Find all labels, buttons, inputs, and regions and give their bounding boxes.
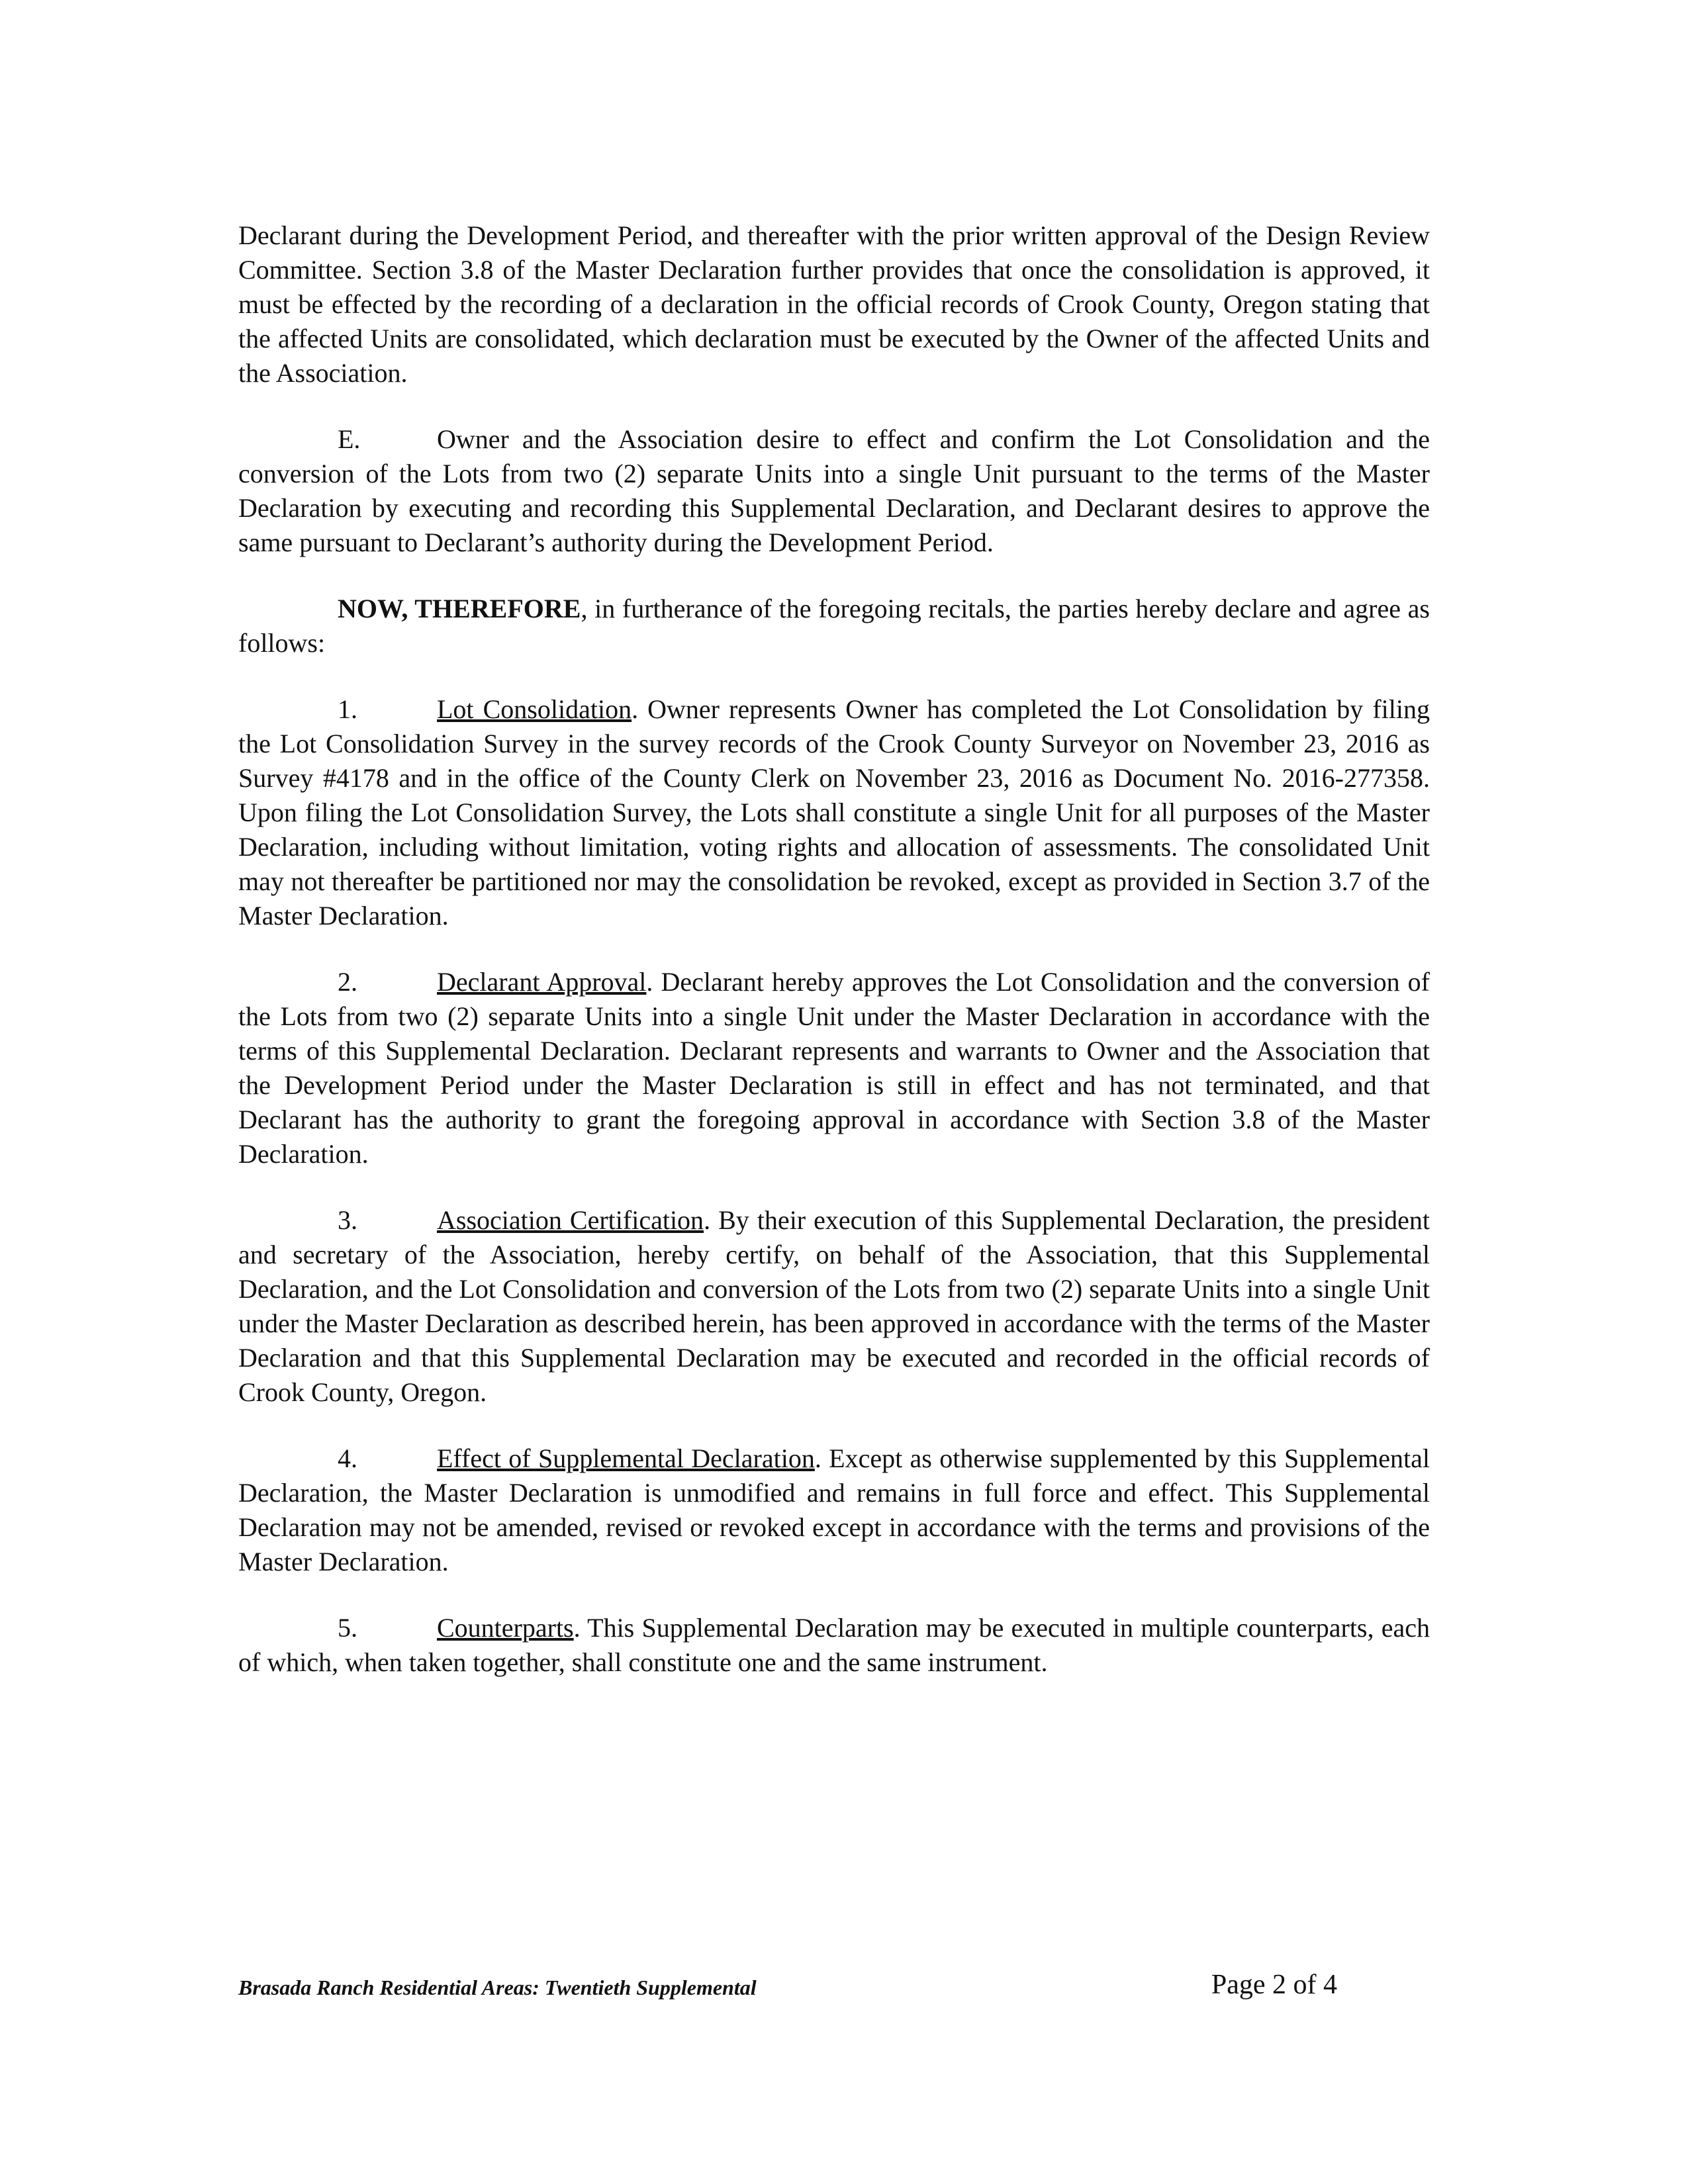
section-text: . Owner represents Owner has completed the Lot Consolidation by filing the Lot Consolidation Survey in the survey records of the Crook County Surveyor on November 23, 2016 as Survey #4178 and in the office of the County Clerk on November 23, 2016 as Document No. 2016-277358. Upon filing the Lot Consolidation Survey, the Lots shall constitute a single Unit for all purposes of the Master Declaration, including without limitation, voting rights and allocation of assessments. The consolidated Unit may not thereafter be partitioned nor may the consolidation be revoked, except as provided in Section 3.7 of the Master Declaration. [238, 694, 1430, 931]
section-heading: Association Certification [437, 1205, 704, 1235]
page-footer [238, 1969, 1337, 2009]
section-number: 3. [338, 1205, 357, 1235]
section-5 [238, 1611, 1430, 1680]
section-number: 1. [338, 694, 357, 724]
section-text: . Except as otherwise supplemented by this Supplemental Declaration, the Master Declaration is unmodified and remains in full force and effect. This Supplemental Declaration may not be amended, revised or revoked except in accordance with the terms and provisions of the Master Declaration. [238, 1443, 1430, 1576]
section-3 [238, 1203, 1430, 1410]
now-therefore-lead: NOW, THEREFORE [338, 594, 581, 623]
section-1 [238, 692, 1430, 933]
recital-text: Owner and the Association desire to effect and confirm the Lot Consolidation and the conversion of the Lots from two (2) separate Units into a single Unit pursuant to the terms of the Master Declaration by executing and recording this Supplemental Declaration, and Declarant desires to approve the same pursuant to Declarant’s authority during the Development Period. [238, 424, 1430, 557]
section-number: 5. [338, 1613, 357, 1643]
document-body [238, 218, 1430, 1711]
footer-document-title: Brasada Ranch Residential Areas: Twentieth Supplemental [238, 1976, 757, 1999]
now-therefore-paragraph [238, 592, 1430, 660]
section-text: . Declarant hereby approves the Lot Consolidation and the conversion of the Lots from two (2) separate Units into a single Unit under the Master Declaration in accordance with the terms of this Supplemental Declaration. Declarant represents and warrants to Owner and the Association that the Development Period under the Master Declaration is still in effect and has not terminated, and that Declarant has the authority to grant the foregoing approval in accordance with Section 3.8 of the Master Declaration. [238, 967, 1430, 1169]
now-therefore-text: , in furtherance of the foregoing recitals, the parties hereby declare and agree as follows: [238, 594, 1430, 658]
section-4 [238, 1441, 1430, 1579]
section-heading: Lot Consolidation [437, 694, 632, 724]
page-number: Page 2 of 4 [1211, 1970, 1337, 2000]
section-number: 2. [338, 967, 357, 997]
recital-label: E. [338, 424, 361, 454]
recital-e [238, 422, 1430, 560]
section-2 [238, 965, 1430, 1171]
section-number: 4. [338, 1443, 357, 1473]
intro-paragraph: Declarant during the Development Period, and thereafter with the prior written approval of the Design Review Committee. Section 3.8 of the Master Declaration further provides that once the consolidation is approved, it must be effected by the recording of a declaration in the official records of Crook County, Oregon stating that the affected Units are consolidated, which declaration must be executed by the Owner of the affected Units and the Association. [238, 220, 1430, 388]
section-text: . By their execution of this Supplemental Declaration, the president and secretary of the Association, hereby certify, on behalf of the Association, that this Supplemental Declaration, and the Lot Consolidation and conversion of the Lots from two (2) separate Units into a single Unit under the Master Declaration as described herein, has been approved in accordance with the terms of the Master Declaration and that this Supplemental Declaration may be executed and recorded in the official records of Crook County, Oregon. [238, 1205, 1430, 1407]
section-heading: Counterparts [437, 1613, 574, 1643]
section-heading: Declarant Approval [437, 967, 647, 997]
section-text: . This Supplemental Declaration may be executed in multiple counterparts, each of which, when taken together, shall constitute one and the same instrument. [238, 1613, 1430, 1677]
section-heading: Effect of Supplemental Declaration [437, 1443, 815, 1473]
